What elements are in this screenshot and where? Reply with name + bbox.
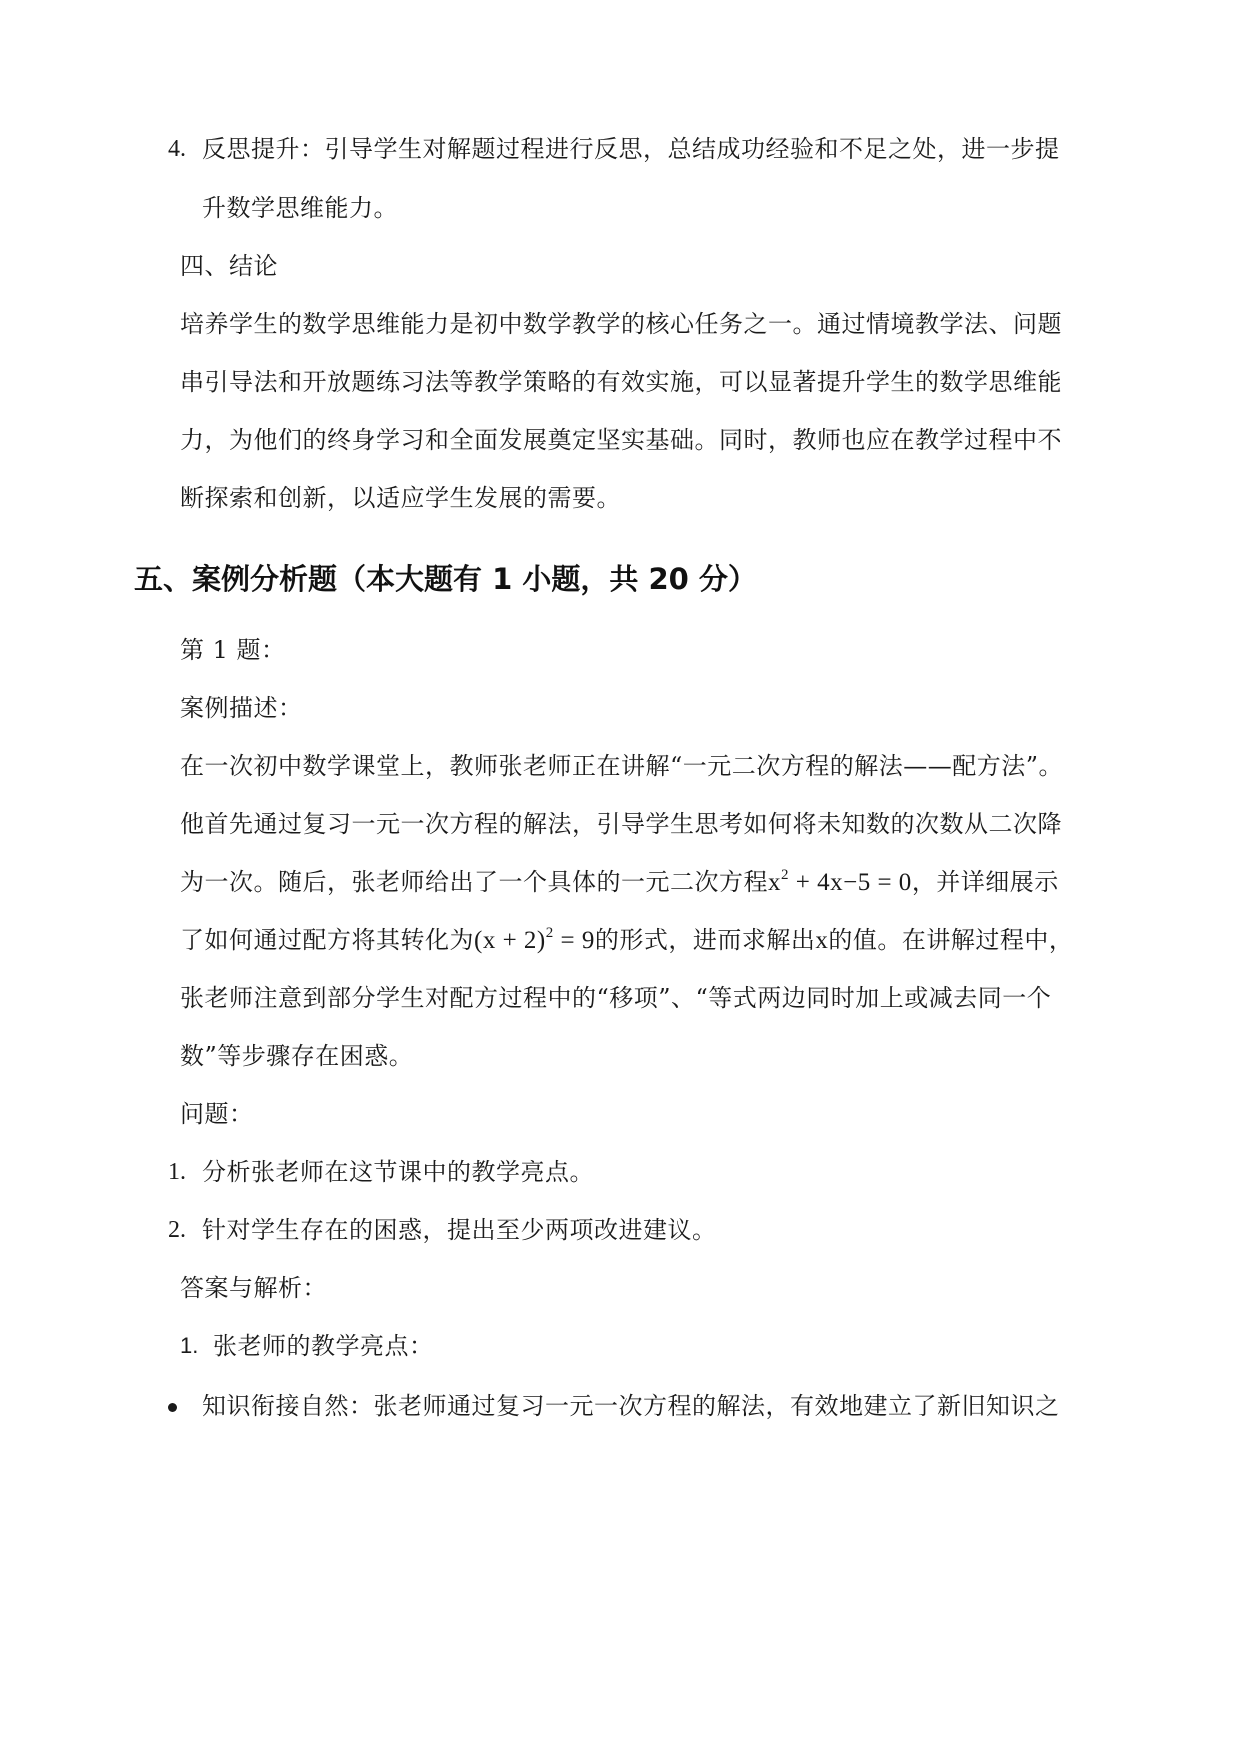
exponent: 2 xyxy=(781,867,789,883)
text-span: 了如何通过配方将其转化为 xyxy=(180,926,474,954)
list-number: 1. xyxy=(180,1333,199,1358)
text-span: 为一次。随后，张老师给出了一个具体的一元二次方程 xyxy=(180,868,768,896)
bullet-icon xyxy=(168,1403,177,1412)
paragraph-line: 张老师注意到部分学生对配方过程中的“移项”、“等式两边同时加上或减去同一个 xyxy=(180,984,1052,1012)
paragraph-line: 数”等步骤存在困惑。 xyxy=(180,1042,414,1070)
paragraph-line: 反思提升：引导学生对解题过程进行反思，总结成功经验和不足之处，进一步提 xyxy=(202,135,1060,163)
variable: x xyxy=(815,927,829,954)
equation-part: + 4x−5 = 0 xyxy=(789,869,912,896)
equation-part: (x + 2) xyxy=(474,927,546,954)
equation xyxy=(768,869,912,896)
paragraph-line: 他首先通过复习一元一次方程的解法，引导学生思考如何将未知数的次数从二次降 xyxy=(180,810,1062,838)
text-span: 的值。在讲解过程中， xyxy=(828,926,1074,954)
subsection-heading: 四、结论 xyxy=(180,252,278,280)
paragraph-line: 培养学生的数学思维能力是初中数学教学的核心任务之一。通过情境教学法、问题 xyxy=(180,310,1062,338)
problem-label: 问题： xyxy=(180,1100,254,1128)
paragraph-line: 力，为他们的终身学习和全面发展奠定坚实基础。同时，教师也应在教学过程中不 xyxy=(180,426,1062,454)
paragraph-line: 串引导法和开放题练习法等教学策略的有效实施，可以显著提升学生的数学思维能 xyxy=(180,368,1062,396)
question-label: 第 1 题： xyxy=(180,636,286,664)
equation xyxy=(474,927,595,954)
section-heading: 五、案例分析题（本大题有 1 小题，共 20 分） xyxy=(134,562,757,596)
paragraph-line xyxy=(180,866,1059,899)
answer-label: 答案与解析： xyxy=(180,1274,327,1302)
paragraph-line xyxy=(180,924,1073,957)
equation-part: x xyxy=(768,869,781,896)
case-label: 案例描述： xyxy=(180,694,303,722)
answer-subheading: 张老师的教学亮点： xyxy=(213,1332,434,1360)
paragraph-line: 断探索和创新，以适应学生发展的需要。 xyxy=(180,484,621,512)
problem-item: 分析张老师在这节课中的教学亮点。 xyxy=(202,1158,594,1186)
problem-item: 针对学生存在的困惑，提出至少两项改进建议。 xyxy=(202,1216,717,1244)
equation-part: = 9 xyxy=(553,927,595,954)
text-span: 的形式，进而求解出 xyxy=(594,926,816,954)
text-span: ，并详细展示 xyxy=(911,868,1059,896)
exponent: 2 xyxy=(545,925,554,941)
bullet-item: 知识衔接自然：张老师通过复习一元一次方程的解法，有效地建立了新旧知识之 xyxy=(202,1392,1060,1420)
list-number: 2. xyxy=(168,1217,186,1243)
paragraph-line: 在一次初中数学课堂上，教师张老师正在讲解“一元二次方程的解法——配方法”。 xyxy=(180,752,1064,780)
list-number: 1. xyxy=(168,1159,186,1185)
list-number: 4. xyxy=(168,136,186,162)
paragraph-line: 升数学思维能力。 xyxy=(202,194,398,222)
